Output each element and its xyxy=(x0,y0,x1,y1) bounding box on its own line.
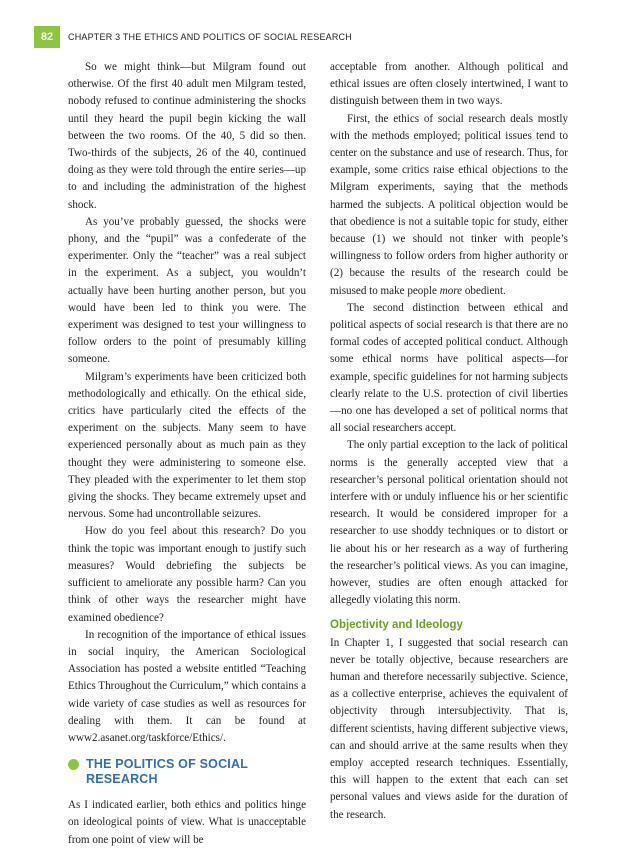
page-number: 82 xyxy=(34,26,60,48)
section-heading-text: THE POLITICS OF SOCIAL RESEARCH xyxy=(86,757,248,787)
paragraph: acceptable from another. Although political and ethical issues are often closely intertwined, I want to distinguish between them in two ways. xyxy=(330,61,568,108)
paragraph: Milgram’s experiments have been criticized both methodologically and ethically. On the ethical side, critics have particularly cited the effects of the experiment on the subjects. Many seem to have experienced personally about as much pain as they thought they were administering to someone else. They pleaded with the experimenter to let them stop giving the shocks. They became extremely upset and nervous. Some had uncontrollable seizures. xyxy=(68,370,306,521)
paragraph: In recognition of the importance of ethical issues in social inquiry, the American Sociological Association has posted a website entitled “Teaching Ethics Throughout the Curriculum,” which contains a wide variety of case studies as well as resources for dealing with them. It can be found at www2.asanet.org/taskforce/Ethics/. xyxy=(68,628,306,744)
paragraph: As I indicated earlier, both ethics and politics hinge on ideological points of view. What is unacceptable from one point of view will be xyxy=(68,799,306,846)
paragraph-text: First, the ethics of social research deals mostly with the methods employed; political issues tend to center on the substance and use of research. Thus, for example, some critics raise ethical objections to the Milgram experiments, saying that the methods harmed the subjects. A political objection would be that obedience is not a suitable topic for study, either because (1) we should not tinker with people’s willingness to follow orders from higher authority or (2) because the results of the research could be misused to make people xyxy=(330,112,568,297)
paragraph: How do you feel about this research? Do you think the topic was important enough to justify such measures? Would debriefing the subjects be sufficient to ameliorate any possible harm? Can you think of other ways the researcher might have examined obedience? xyxy=(68,525,306,624)
section-heading xyxy=(68,757,306,787)
paragraph xyxy=(330,111,568,300)
left-column xyxy=(68,59,306,849)
emphasis-text: more xyxy=(439,284,463,297)
paragraph: So we might think—but Milgram found out otherwise. Of the first 40 adult men Milgram tested, nobody refused to continue administering the shocks until they heard the pupil begin kicking the wall between the two rooms. Of the 40, 5 did so then. Two-thirds of the subjects, 26 of the 40, continued doing as they were told through the entire series—up to and including the administration of the highest shock. xyxy=(68,61,306,211)
paragraph: The only partial exception to the lack of political norms is the generally accepted view that a researcher’s personal political orientation should not interfere with or unduly influence his or her scientific research. It would be considered improper for a researcher to use shoddy techniques or to distort or lie about his or her research as a way of furthering the researcher’s political views. As you can imagine, however, studies are often enough attacked for allegedly violating this norm. xyxy=(330,439,568,607)
right-column xyxy=(330,59,568,824)
paragraph-text: obedient. xyxy=(462,284,506,297)
running-head: CHAPTER 3 THE ETHICS AND POLITICS OF SOCIAL RESEARCH xyxy=(68,32,352,42)
page-header xyxy=(0,26,636,48)
paragraph: In Chapter 1, I suggested that social research can never be totally objective, because researchers are human and therefore necessarily subjective. Science, as a collective enterprise, achieves the equivalent of objectivity through intersubjectivity. That is, different scientists, having different subjective views, can and should arrive at the same results when they employ accepted research techniques. Essentially, this will happen to the extent that each can set personal values and views aside for the duration of the research. xyxy=(330,636,568,821)
paragraph: The second distinction between ethical and political aspects of social research is that there are no formal codes of accepted political conduct. Although some ethical norms have political aspects—for example, specific guidelines for not harming subjects clearly relate to the U.S. protection of civil liberties—no one has developed a set of political norms that all social researchers accept. xyxy=(330,301,568,435)
paragraph: As you’ve probably guessed, the shocks were phony, and the “pupil” was a confederate of the experimenter. Only the “teacher” was a real subject in the experiment. As a subject, you wouldn’t actually have been hurting another person, but you would have been led to think you were. The experiment was designed to test your willingness to follow orders to the point of presumably killing someone. xyxy=(68,215,306,366)
subsection-heading: Objectivity and Ideology xyxy=(330,618,463,631)
bullet-icon xyxy=(68,759,79,770)
